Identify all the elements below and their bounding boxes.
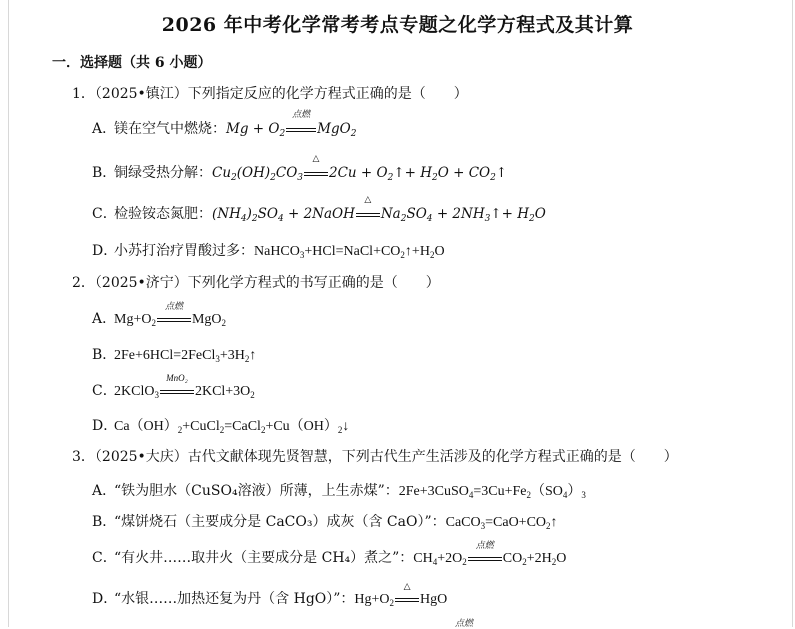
question-3-option-a: A．“铁为胆水（CuSO₄溶液）所薄，上生赤煤”：$2Fe+3CuSO_4=3Cu+Fe_2(SO_4)_3$ [92, 483, 586, 500]
equation: $Cu_2(OH)_2CO_3$ △ $2Cu + O_2↑+ H_2O$ + $CO_2↑$ [212, 154, 508, 183]
cut-off-condition-label: 点燃 [455, 619, 474, 629]
equation: $Mg + O_2$ 点燃 MgO$_2$ [226, 110, 357, 139]
question-3-option-c: C．“有火井……取井火（主要成分是 CH₄）煮之”：$CH_4+2O_2$ 点燃 $CO_2+2H_2O$ [92, 540, 567, 567]
equation: $Ca(OH)_2+CuCl_2=CaCl_2+Cu(OH)_2↓$ [114, 419, 350, 435]
question-3-option-d: D．“水银……加热还复为丹（含 HgO）”：$Hg+O_2$ △ HgO [92, 581, 448, 608]
equation: $2Fe+6HCl=2FeCl_3+3H_2↑$ [114, 348, 257, 364]
question-2-option-c: C．2KClO$_3$ MnO₂ $2KCl+3O_2$ [92, 373, 255, 400]
equation: $(NH_4)_2SO_4$ + 2NaOH △ $Na_2SO_4$ + $2NH_3↑+ H_2O$ [212, 195, 546, 224]
equation: $Hg+O_2$ △ HgO [354, 581, 448, 608]
equation: 2KClO$_3$ MnO₂ $2KCl+3O_2$ [114, 373, 255, 400]
question-1-option-d: D．小苏打治疗胃酸过多：$NaHCO_3+HCl=NaCl+CO_2↑+H_2O$ [92, 243, 445, 260]
equation: $2Fe+3CuSO_4=3Cu+Fe_2(SO_4)_3$ [398, 484, 586, 500]
page-border-right [792, 0, 793, 627]
equation: $CH_4+2O_2$ 点燃 $CO_2+2H_2O$ [413, 540, 567, 567]
question-1-option-b: B．铜绿受热分解：$Cu_2(OH)_2CO_3$ △ $2Cu + O_2↑+ H_2O$ + $CO_2↑$ [92, 154, 508, 183]
equation: $CaCO_3=CaO+CO_2↑$ [445, 515, 558, 531]
section-heading: 一．选择题（共 6 小题） [52, 55, 212, 71]
question-3-option-b: B．“煤饼烧石（主要成分是 CaCO₃）成灰（含 CaO）”：$CaCO_3=CaO+CO_2↑$ [92, 514, 558, 531]
question-1-stem: 1．（2025•镇江）下列指定反应的化学方程式正确的是（ ） [72, 86, 468, 102]
question-2-option-d: D．$Ca(OH)_2+CuCl_2=CaCl_2+Cu(OH)_2↓$ [92, 418, 350, 435]
question-1-option-a: A．镁在空气中燃烧：$Mg + O_2$ 点燃 MgO$_2$ [92, 110, 357, 139]
equation: $NaHCO_3+HCl=NaCl+CO_2↑+H_2O$ [254, 244, 445, 260]
equation: $Mg+O_2$ 点燃 MgO$_2$ [114, 301, 227, 328]
question-2-option-b: B．$2Fe+6HCl=2FeCl_3+3H_2↑$ [92, 347, 257, 364]
page-title: 2026 年中考化学常考考点专题之化学方程式及其计算 [161, 14, 634, 36]
question-1-option-c: C．检验铵态氮肥：$(NH_4)_2SO_4$ + 2NaOH △ $Na_2SO_4$ + $2NH_3↑+ H_2O$ [92, 195, 546, 224]
question-2-option-a: A．$Mg+O_2$ 点燃 MgO$_2$ [92, 301, 227, 328]
question-3-stem: 3．（2025•大庆）古代文献体现先贤智慧，下列古代生产生活涉及的化学方程式正确的是（ ） [72, 449, 678, 465]
page-border-left [8, 0, 9, 627]
question-2-stem: 2．（2025•济宁）下列化学方程式的书写正确的是（ ） [72, 275, 440, 291]
